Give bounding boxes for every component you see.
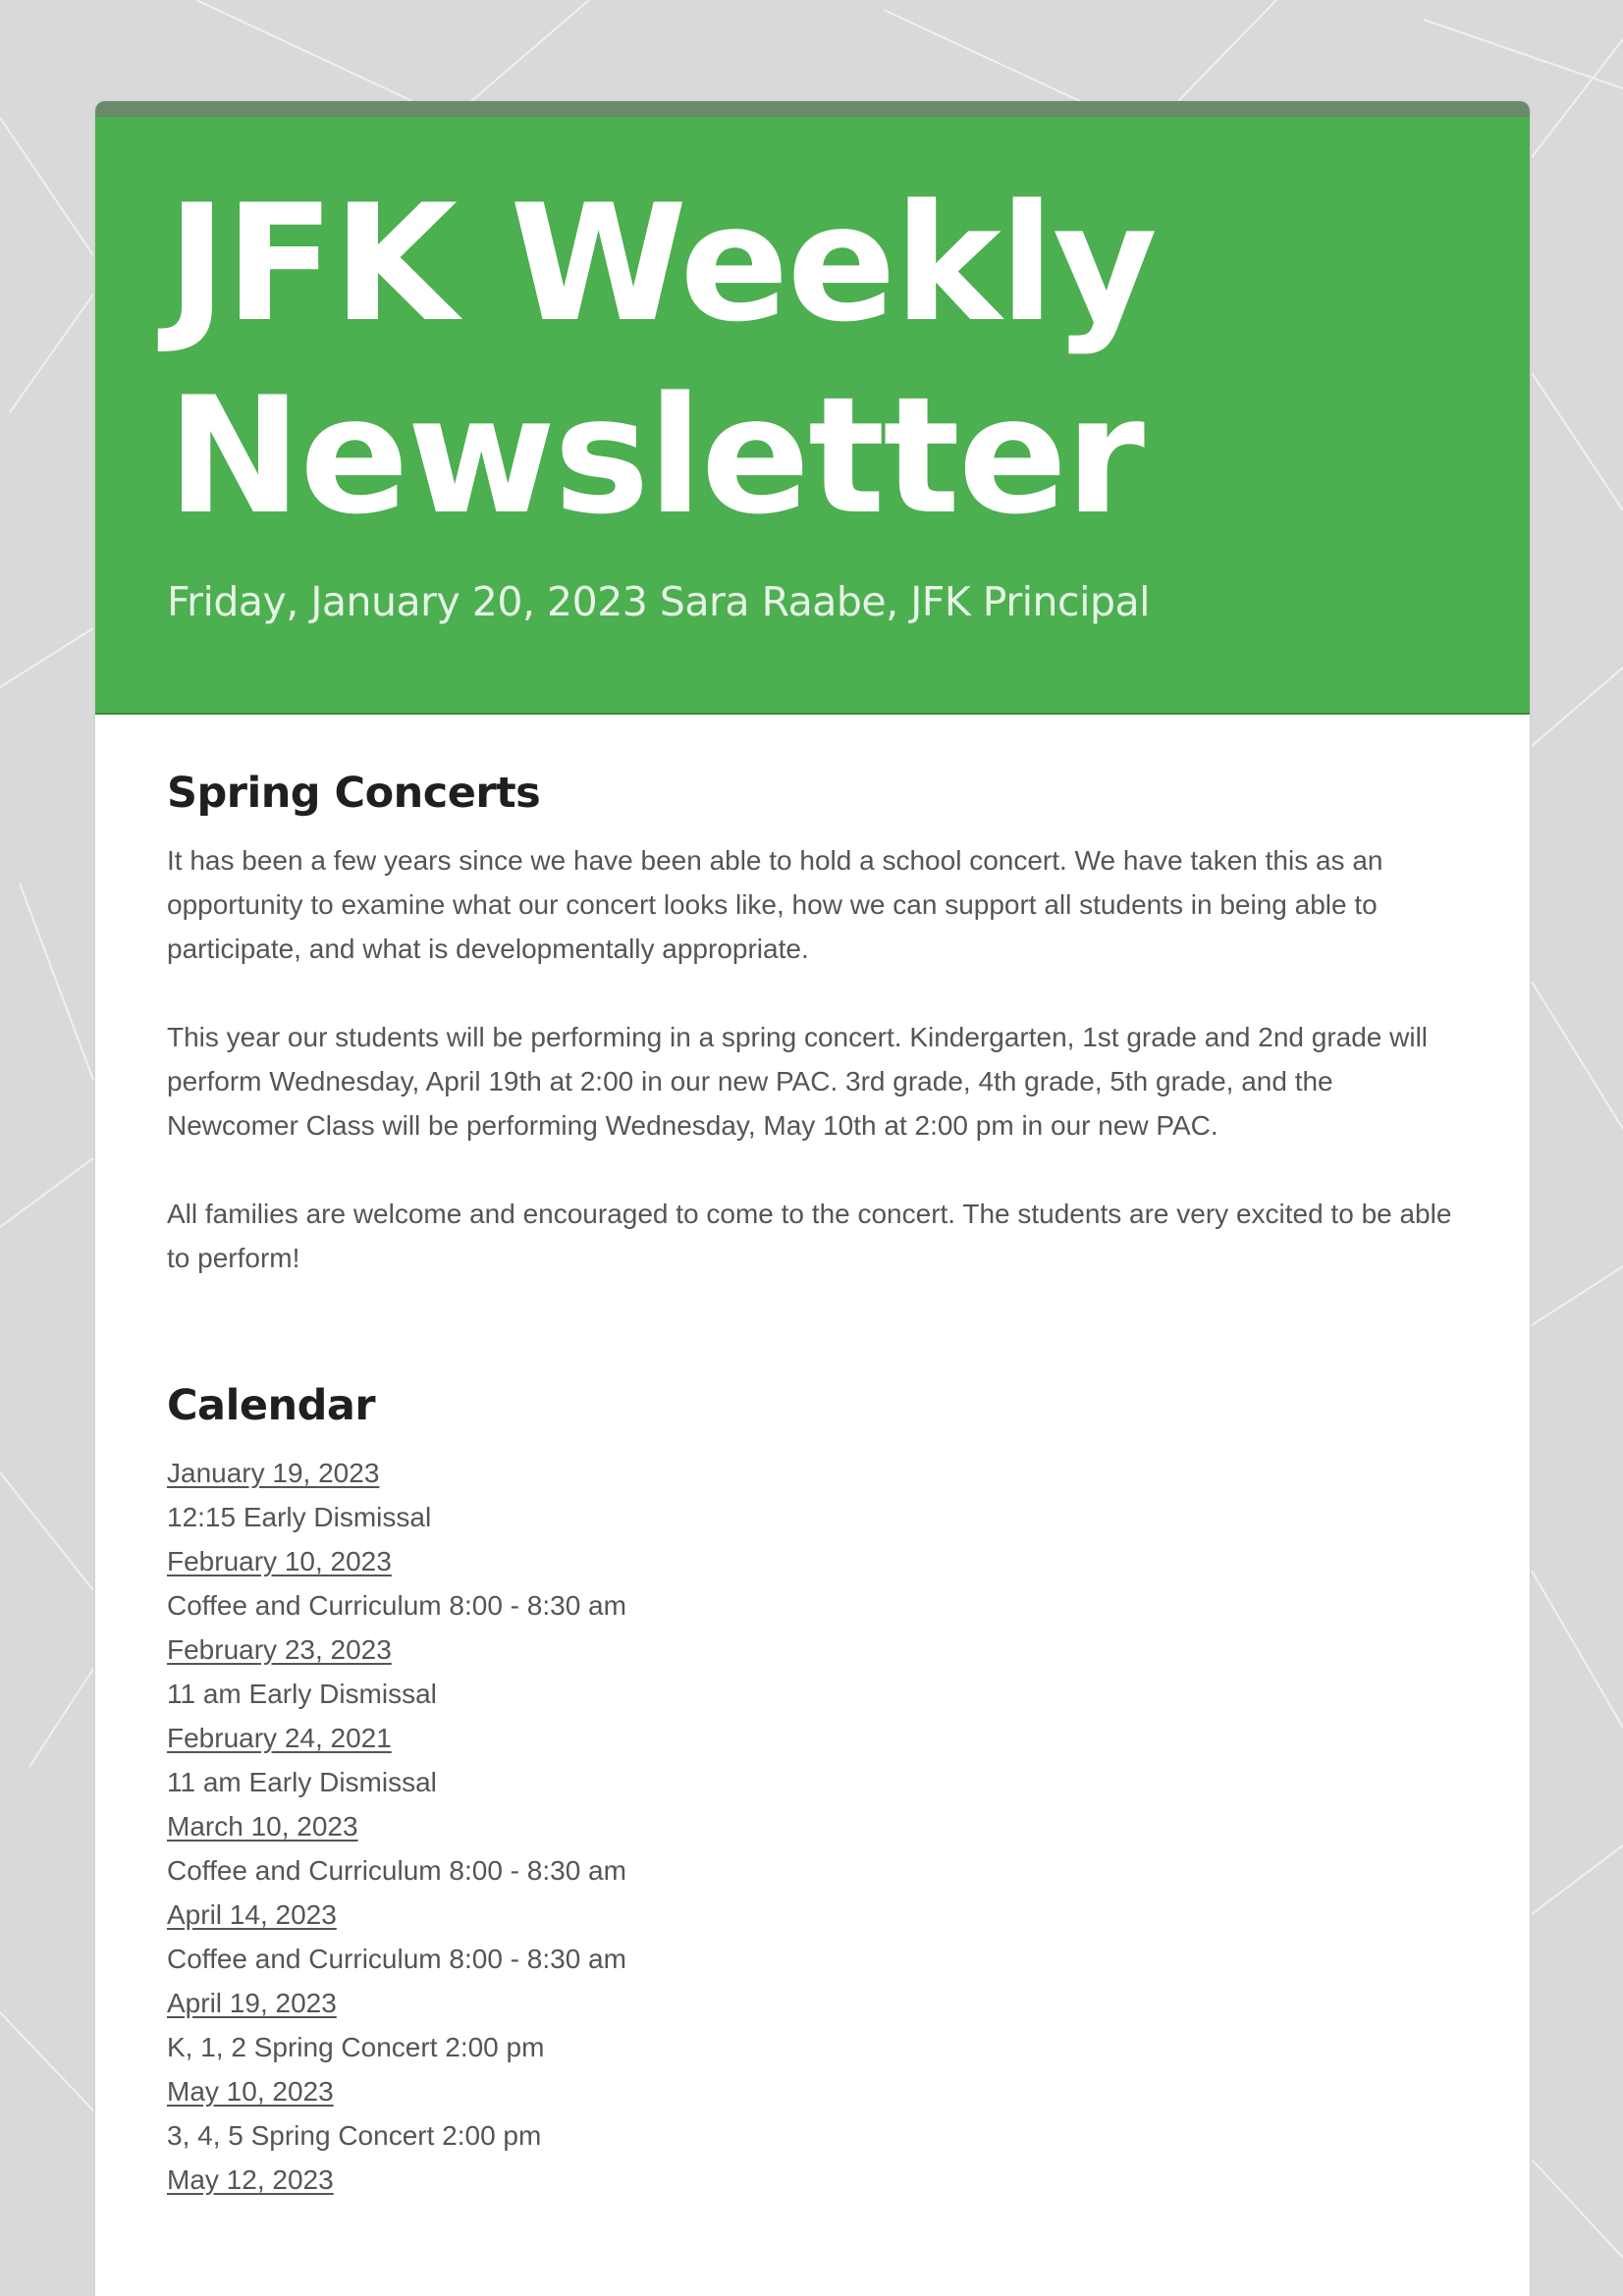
newsletter-header bbox=[95, 117, 1530, 715]
spring-concerts-paragraph: It has been a few years since we have been able to hold a school concert. We have taken this as an opportunity to examine what our concert looks like, how we can support all students in being able to participate, and what is developmentally appropriate. bbox=[167, 845, 1383, 964]
calendar-date-link[interactable]: February 23, 2023 bbox=[167, 1634, 392, 1665]
newsletter-title: JFK Weekly Newsletter bbox=[167, 170, 1156, 550]
calendar-date-link[interactable]: February 24, 2021 bbox=[167, 1723, 392, 1753]
calendar-date-link[interactable]: April 19, 2023 bbox=[167, 1988, 337, 2018]
newsletter-subtitle: Friday, January 20, 2023 Sara Raabe, JFK Principal bbox=[167, 578, 1151, 625]
header-top-bar bbox=[95, 101, 1530, 117]
calendar-date-link[interactable]: April 14, 2023 bbox=[167, 1899, 337, 1930]
spring-concerts-paragraph: This year our students will be performing in a spring concert. Kindergarten, 1st grade and 2nd grade will perform Wednesday, April 19th at 2:00 in our new PAC. 3rd grade, 4th grade, 5th grade, and the Newcomer Class will be performing Wednesday, May 10th at 2:00 pm in our new PAC. bbox=[167, 1022, 1429, 1141]
calendar-date-link[interactable]: March 10, 2023 bbox=[167, 1811, 358, 1842]
calendar-event: Coffee and Curriculum 8:00 - 8:30 am bbox=[167, 1590, 626, 1621]
calendar-date-link[interactable]: January 19, 2023 bbox=[167, 1458, 380, 1488]
calendar-event: 12:15 Early Dismissal bbox=[167, 1502, 432, 1532]
spring-concerts-heading: Spring Concerts bbox=[167, 769, 541, 818]
calendar-list bbox=[167, 1451, 1458, 2202]
calendar-event: 11 am Early Dismissal bbox=[167, 1679, 437, 1709]
calendar-event: K, 1, 2 Spring Concert 2:00 pm bbox=[167, 2032, 545, 2062]
calendar-section bbox=[167, 1378, 1458, 2202]
newsletter-content bbox=[95, 715, 1530, 2202]
calendar-heading: Calendar bbox=[167, 1381, 376, 1430]
calendar-event: Coffee and Curriculum 8:00 - 8:30 am bbox=[167, 1855, 626, 1886]
calendar-event: 11 am Early Dismissal bbox=[167, 1767, 437, 1797]
calendar-date-link[interactable]: May 12, 2023 bbox=[167, 2164, 334, 2195]
newsletter-card bbox=[95, 101, 1530, 2296]
calendar-event: Coffee and Curriculum 8:00 - 8:30 am bbox=[167, 1944, 626, 1974]
calendar-date-link[interactable]: May 10, 2023 bbox=[167, 2076, 334, 2107]
spring-concerts-section bbox=[167, 766, 1458, 1280]
calendar-date-link[interactable]: February 10, 2023 bbox=[167, 1546, 392, 1576]
calendar-event: 3, 4, 5 Spring Concert 2:00 pm bbox=[167, 2120, 542, 2151]
spring-concerts-paragraph: All families are welcome and encouraged to come to the concert. The students are very excited to be able to perform! bbox=[167, 1199, 1452, 1273]
